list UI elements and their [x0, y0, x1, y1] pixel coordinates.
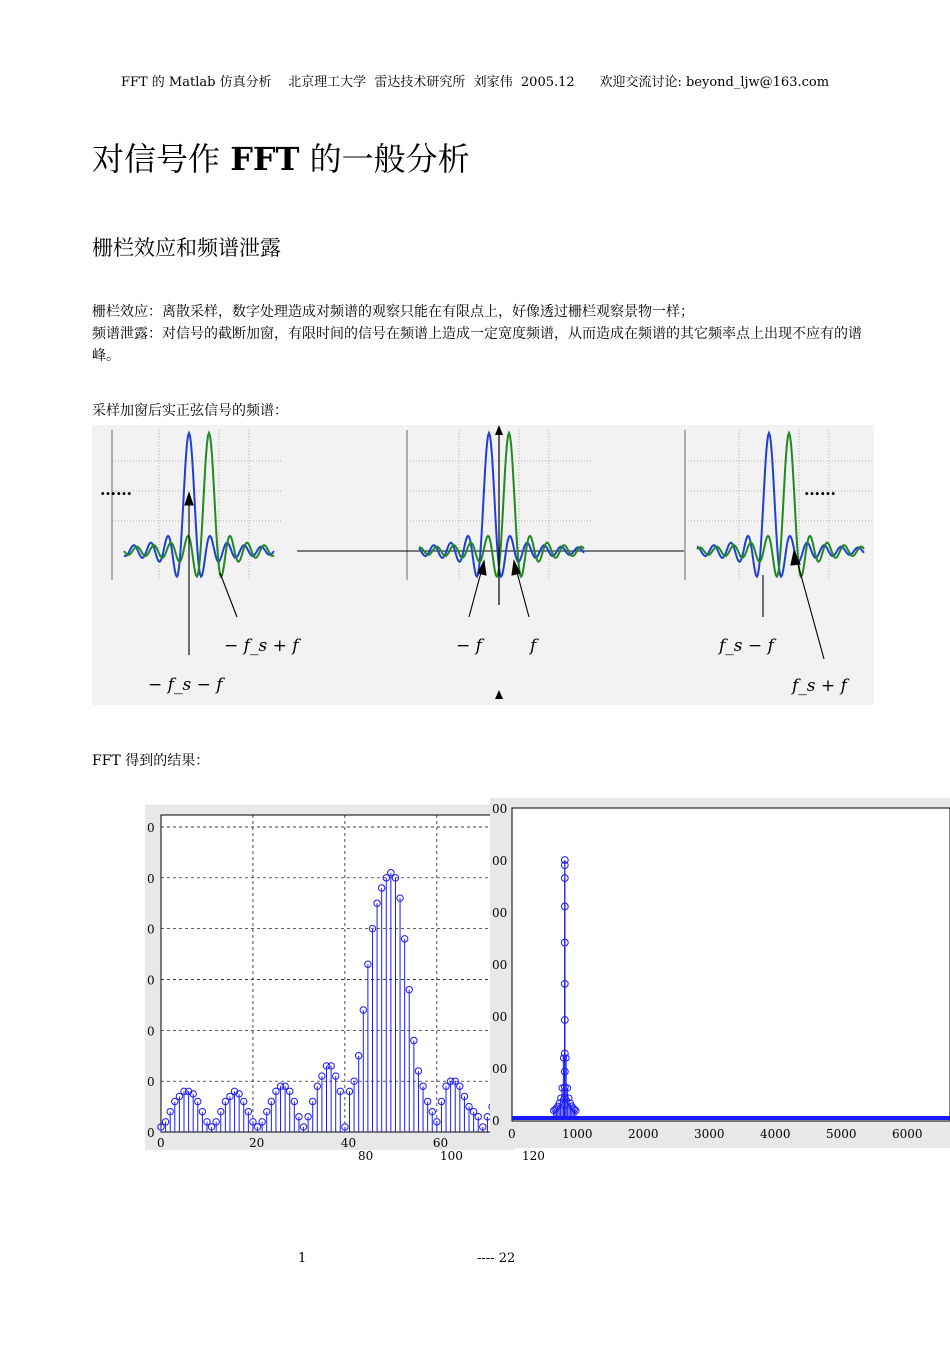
y-tick-label: 0: [147, 922, 155, 937]
figure1-caption: 采样加窗后实正弦信号的频谱：: [92, 403, 288, 419]
y-tick-label: 0: [147, 1024, 155, 1039]
label-neg-fs-minus-f: − f_s − f: [148, 675, 223, 695]
x-tick-label: 6000: [892, 1127, 923, 1141]
x-tick-label: 0: [157, 1136, 165, 1150]
page-header: FFT 的 Matlab 仿真分析 北京理工大学 雷达技术研究所 刘家伟 2005.12 欢迎交流讨论: beyond_ljw@163.com: [120, 75, 830, 90]
x-tick-label: 2000: [628, 1127, 659, 1141]
left-ellipsis: ……: [100, 480, 132, 499]
x-tick-label: 20: [248, 1136, 265, 1150]
x-tick-label: 40: [340, 1136, 357, 1150]
label-neg-fs-plus-f: − f_s + f: [224, 636, 299, 656]
y-tick-label: 00: [492, 854, 508, 868]
page-number: 1: [298, 1251, 307, 1266]
label-fs-plus-f: f_s + f: [792, 676, 847, 696]
overlap-tick-label: 120: [522, 1149, 545, 1163]
right-ellipsis: ……: [804, 480, 836, 499]
x-tick-label: 60: [432, 1136, 449, 1150]
x-tick-label: 1000: [562, 1127, 593, 1141]
x-tick-label: 4000: [760, 1127, 791, 1141]
noise-floor-band: [512, 1116, 950, 1120]
fft-stem-plot-zoom: [145, 805, 545, 1163]
section-subtitle: 栅栏效应和频谱泄露: [92, 236, 281, 260]
x-tick-label: 5000: [826, 1127, 857, 1141]
y-tick-label: 0: [147, 871, 155, 886]
y-tick-label: 00: [492, 958, 508, 972]
y-tick-label: 0: [147, 973, 155, 988]
y-tick-label: 0: [147, 821, 155, 835]
label-fs-minus-f: f_s − f: [719, 636, 774, 656]
overlap-tick-label: 80: [358, 1149, 374, 1163]
figure2-caption: FFT 得到的结果：: [92, 753, 210, 769]
fft-stem-plot-full: [490, 798, 950, 1148]
y-tick-label: 00: [492, 802, 508, 816]
y-tick-label: 0: [147, 1126, 155, 1140]
paragraph-fence-effect: 栅栏效应：离散采样，数字处理造成对频谱的观察只能在有限点上，好像透过栅栏观察景物一样；: [92, 304, 694, 320]
paragraph-spectral-leakage: 频谱泄露：对信号的截断加窗，有限时间的信号在频谱上造成一定宽度频谱，从而造成在频谱的其它频率点上出现不应有的谱峰。: [92, 326, 862, 364]
title-cn-2: 的一般分析: [299, 140, 470, 178]
label-neg-f: − f: [456, 636, 482, 656]
y-tick-label: 00: [492, 1062, 508, 1076]
x-tick-label: 3000: [694, 1127, 725, 1141]
title-cn-1: 对信号作: [92, 140, 231, 178]
page-total: ---- 22: [477, 1251, 516, 1266]
y-tick-label: 0: [492, 1114, 500, 1128]
y-tick-label: 00: [492, 906, 508, 920]
title-bold: FFT: [230, 140, 300, 178]
x-tick-label: 0: [508, 1127, 516, 1141]
page-title: [92, 134, 470, 180]
spectrum-illustration-figure: [92, 425, 874, 705]
label-f: f: [530, 636, 537, 656]
y-tick-label: 0: [147, 1075, 155, 1090]
overlap-tick-label: 100: [440, 1149, 463, 1163]
y-tick-label: 00: [492, 1010, 508, 1024]
